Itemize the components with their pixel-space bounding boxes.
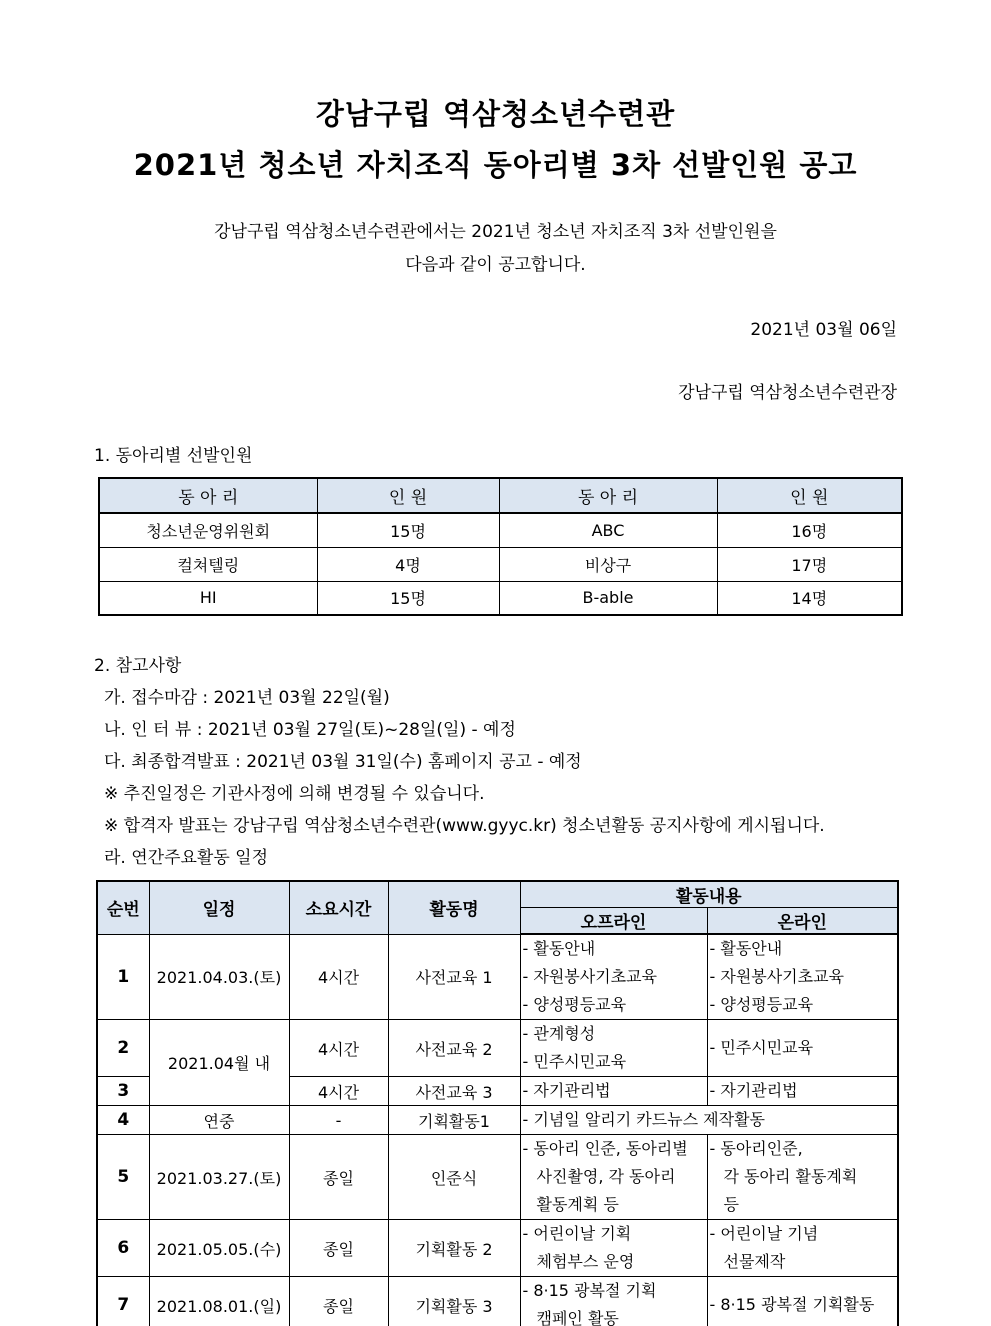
row-offline-content [520,1277,707,1326]
row-activity: 기획활동 2 [388,1220,520,1277]
content-item: - 자기관리법 [709,1081,798,1100]
row-schedule: 2021.04월 내 [149,1020,289,1106]
table-header-row [97,881,898,908]
content-item: - 민주시민교육 [709,1038,814,1057]
content-item: - 관계형성 [522,1024,596,1043]
table-row [97,934,898,1020]
row-duration: - [289,1106,388,1135]
col-header-duration: 소요시간 [289,881,388,934]
table-row [99,547,902,581]
club-count: 14명 [717,581,902,615]
content-item: - 양성평등교육 [709,995,814,1014]
row-activity: 기획활동 3 [388,1277,520,1326]
row-no: 4 [97,1106,149,1135]
content-item: - 활동안내 [522,939,596,958]
col-header-club: 동 아 리 [99,478,317,513]
club-count: 15명 [317,513,499,547]
content-item: 캠페인 활동 [536,1309,619,1326]
club-count: 15명 [317,581,499,615]
club-name: B-able [499,581,717,615]
row-offline-content [520,934,707,1020]
col-header-content: 활동내용 [520,881,898,908]
club-name: HI [99,581,317,615]
col-header-activity: 활동명 [388,881,520,934]
content-item: - 자기관리법 [522,1081,611,1100]
content-item: 활동계획 등 [536,1195,619,1214]
row-no: 7 [97,1277,149,1326]
table-row [97,1020,898,1077]
row-activity: 인준식 [388,1135,520,1220]
content-item: - 자원봉사기초교육 [709,967,845,986]
content-item: - 8·15 광복절 기획 [522,1281,657,1300]
note-interview: 나. 인 터 뷰 : 2021년 03월 27일(토)~28일(일) - 예정 [104,720,516,740]
col-header-offline: 오프라인 [520,908,707,935]
content-item: 각 동아리 활동계획 [723,1167,858,1186]
content-item: - 자원봉사기초교육 [522,967,658,986]
row-online-content [707,1220,898,1277]
row-activity: 사전교육 3 [388,1077,520,1106]
row-schedule: 2021.04.03.(토) [149,934,289,1020]
content-item: 체험부스 운영 [536,1252,635,1271]
row-activity: 사전교육 1 [388,934,520,1020]
note-result-notice: ※ 합격자 발표는 강남구립 역삼청소년수련관(www.gyyc.kr) 청소년활동 공지사항에 게시됩니다. [104,816,825,836]
row-online-content [707,1077,898,1106]
content-item: - 동아리인준, [709,1139,803,1158]
table-row [97,1106,898,1135]
row-online-content [707,1135,898,1220]
col-header-schedule: 일정 [149,881,289,934]
row-schedule: 2021.05.05.(수) [149,1220,289,1277]
row-activity: 기획활동1 [388,1106,520,1135]
notice-date: 2021년 03월 06일 [750,320,897,340]
row-offline-content [520,1077,707,1106]
col-header-online: 온라인 [707,908,898,935]
content-item: - 활동안내 [709,939,783,958]
club-count: 16명 [717,513,902,547]
content-item: - 어린이날 기획 [522,1224,632,1243]
club-name: ABC [499,513,717,547]
table-row [97,1135,898,1220]
table-row [99,513,902,547]
table-row [97,1277,898,1326]
section2-title: 2. 참고사항 [94,656,182,676]
intro-line2: 다음과 같이 공고합니다. [405,255,586,275]
table-row [97,1220,898,1277]
row-no: 1 [97,934,149,1020]
row-no: 3 [97,1077,149,1106]
selection-table [98,477,903,616]
row-activity: 사전교육 2 [388,1020,520,1077]
col-header-no: 순번 [97,881,149,934]
content-item: - 민주시민교육 [522,1052,627,1071]
row-duration: 종일 [289,1135,388,1220]
content-item: 사진촬영, 각 동아리 [536,1167,676,1186]
row-duration: 종일 [289,1277,388,1326]
row-schedule: 2021.03.27.(토) [149,1135,289,1220]
col-header-club: 동 아 리 [499,478,717,513]
row-duration: 4시간 [289,1077,388,1106]
note-deadline: 가. 접수마감 : 2021년 03월 22일(월) [104,688,390,708]
row-offline-content [520,1220,707,1277]
club-count: 4명 [317,547,499,581]
note-schedule-change: ※ 추진일정은 기관사정에 의해 변경될 수 있습니다. [104,784,485,804]
club-count: 17명 [717,547,902,581]
content-item: - 양성평등교육 [522,995,627,1014]
club-name: 청소년운영위원회 [99,513,317,547]
row-duration: 4시간 [289,1020,388,1077]
row-schedule: 연중 [149,1106,289,1135]
table-row [99,581,902,615]
row-duration: 종일 [289,1220,388,1277]
content-item: - 어린이날 기념 [709,1224,819,1243]
row-no: 6 [97,1220,149,1277]
note-annual-schedule: 라. 연간주요활동 일정 [104,848,269,868]
col-header-count: 인 원 [717,478,902,513]
content-item: 등 [723,1195,739,1214]
notice-title-line1: 강남구립 역삼청소년수련관 [315,97,676,131]
row-offline-content [520,1135,707,1220]
row-combined-content [520,1106,898,1135]
row-online-content [707,1277,898,1326]
activity-schedule-table [96,880,899,1326]
content-item: - 8·15 광복절 기획활동 [709,1295,875,1314]
row-no: 2 [97,1020,149,1077]
row-no: 5 [97,1135,149,1220]
notice-issuer: 강남구립 역삼청소년수련관장 [678,383,897,403]
content-item: 선물제작 [723,1252,786,1271]
row-schedule: 2021.08.01.(일) [149,1277,289,1326]
row-online-content [707,1020,898,1077]
club-name: 비상구 [499,547,717,581]
table-header-row [99,478,902,513]
note-final-announcement: 다. 최종합격발표 : 2021년 03월 31일(수) 홈페이지 공고 - 예정 [104,752,582,772]
content-item: - 기념일 알리기 카드뉴스 제작활동 [522,1110,766,1129]
club-name: 컬쳐텔링 [99,547,317,581]
col-header-count: 인 원 [317,478,499,513]
row-online-content [707,934,898,1020]
section1-title: 1. 동아리별 선발인원 [94,446,253,466]
row-offline-content [520,1020,707,1077]
notice-title-line2: 2021년 청소년 자치조직 동아리별 3차 선발인원 공고 [133,148,858,182]
row-duration: 4시간 [289,934,388,1020]
content-item: - 동아리 인준, 동아리별 [522,1139,688,1158]
intro-line1: 강남구립 역삼청소년수련관에서는 2021년 청소년 자치조직 3차 선발인원을 [214,222,777,242]
